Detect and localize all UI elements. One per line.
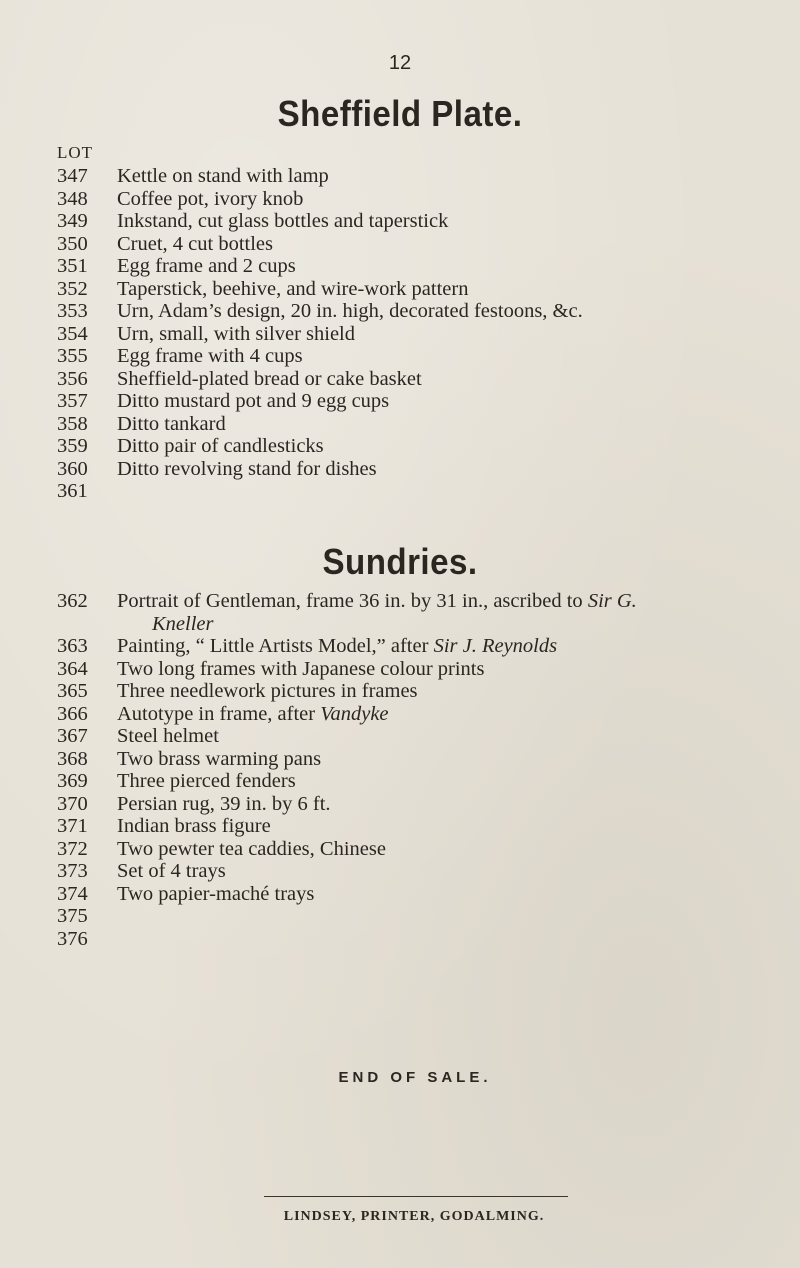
lot-description: Sheffield-plated bread or cake basket — [117, 367, 422, 390]
list-item — [0, 368, 800, 391]
lot-number: 361 — [57, 480, 88, 502]
lot-description: Egg frame and 2 cups — [117, 255, 296, 277]
lot-description: Two pewter tea caddies, Chinese — [117, 837, 386, 860]
list-item — [0, 345, 800, 368]
lot-description: Ditto pair of candlesticks — [117, 435, 324, 457]
list-item — [0, 165, 800, 188]
lot-description: Taperstick, beehive, and wire-work pattern — [117, 277, 469, 300]
lot-description: Persian rug, 39 in. by 6 ft. — [117, 792, 331, 815]
lot-description: Ditto mustard pot and 9 egg cups — [117, 390, 390, 412]
page-number: 12 — [388, 52, 412, 74]
section-heading-sheffield-plate: Sheffield Plate. — [277, 93, 523, 134]
lot-number: 376 — [57, 927, 88, 950]
lot-number: 362 — [57, 590, 88, 612]
list-item — [0, 748, 800, 771]
lot-number: 373 — [57, 860, 88, 882]
lot-number: 349 — [57, 210, 88, 232]
list-item — [0, 233, 800, 256]
lot-description: Two papier-maché trays — [117, 882, 315, 905]
lot-description: Ditto revolving stand for dishes — [117, 457, 377, 480]
lot-description: Cruet, 4 cut bottles — [117, 232, 274, 255]
lot-description: Kettle on stand with lamp — [117, 165, 329, 187]
list-item — [0, 255, 800, 278]
end-of-sale-text: END OF SALE. — [338, 1069, 492, 1086]
lot-description: Coffee pot, ivory knob — [117, 187, 304, 210]
lot-number: 366 — [57, 702, 88, 725]
list-item — [0, 323, 800, 346]
lot-column-header: LOT — [57, 143, 94, 162]
list-item — [0, 838, 800, 861]
lot-number: 358 — [57, 412, 88, 435]
lot-number: 375 — [57, 905, 88, 927]
list-item — [0, 390, 800, 413]
artist-name: Sir J. Reynolds — [433, 635, 558, 657]
list-item — [0, 680, 800, 703]
lot-number: 355 — [57, 345, 88, 367]
lot-number: 372 — [57, 837, 88, 860]
lot-number: 352 — [57, 277, 88, 300]
lot-description: Egg frame with 4 cups — [117, 345, 303, 367]
lot-description: Two long frames with Japanese colour prints — [117, 657, 485, 680]
printer-imprint: LINDSEY, PRINTER, GODALMING. — [283, 1209, 545, 1224]
lot-number: 351 — [57, 255, 88, 277]
lot-description: Set of 4 trays — [117, 860, 226, 882]
lot-number: 365 — [57, 680, 88, 702]
list-item — [0, 590, 800, 635]
list-item — [0, 458, 800, 481]
list-item — [0, 210, 800, 233]
list-item — [0, 278, 800, 301]
lot-number: 374 — [57, 882, 88, 905]
lot-description: Ditto tankard — [117, 412, 226, 435]
lot-number: 347 — [57, 165, 88, 187]
list-item — [0, 435, 800, 458]
lot-number: 369 — [57, 770, 88, 792]
list-item — [0, 188, 800, 211]
list-item — [0, 860, 800, 883]
section-heading-sundries: Sundries. — [322, 541, 478, 582]
list-item — [0, 300, 800, 323]
lot-number: 370 — [57, 792, 88, 815]
list-item — [0, 413, 800, 436]
artist-name: Vandyke — [320, 702, 389, 725]
lot-description: Portrait of Gentleman, frame 36 in. by 31 in., ascribed to Sir G. — [117, 590, 637, 612]
lot-number: 350 — [57, 232, 88, 255]
list-item — [0, 905, 800, 928]
list-item — [0, 703, 800, 726]
list-item — [0, 635, 800, 658]
lot-number: 360 — [57, 457, 88, 480]
lot-number: 367 — [57, 725, 88, 747]
lot-description: Indian brass figure — [117, 815, 271, 837]
sheffield-plate-list — [0, 165, 800, 503]
lot-number: 353 — [57, 300, 88, 322]
list-item — [0, 883, 800, 906]
lot-number: 359 — [57, 435, 88, 457]
lot-number: 348 — [57, 187, 88, 210]
list-item — [0, 480, 800, 503]
footer-divider — [264, 1196, 568, 1197]
lot-description: Two brass warming pans — [117, 747, 322, 770]
lot-description: Steel helmet — [117, 725, 219, 747]
list-item — [0, 793, 800, 816]
artist-name: Sir G. — [587, 590, 637, 612]
lot-number: 357 — [57, 390, 88, 412]
lot-description-continuation: Kneller — [152, 612, 214, 635]
list-item — [0, 928, 800, 951]
lot-description: Painting, “ Little Artists Model,” after Sir J. Reynolds — [117, 635, 558, 657]
lot-description: Three pierced fenders — [117, 770, 296, 792]
lot-number: 371 — [57, 815, 88, 837]
list-item — [0, 725, 800, 748]
lot-description: Urn, small, with silver shield — [117, 322, 356, 345]
lot-number: 363 — [57, 635, 88, 657]
list-item — [0, 658, 800, 681]
lot-number: 354 — [57, 322, 88, 345]
list-item — [0, 815, 800, 838]
lot-description: Autotype in frame, after Vandyke — [117, 702, 389, 725]
lot-number: 364 — [57, 657, 88, 680]
lot-number: 368 — [57, 747, 88, 770]
lot-description: Three needlework pictures in frames — [117, 680, 418, 702]
list-item — [0, 770, 800, 793]
sundries-list — [0, 590, 800, 950]
lot-description: Inkstand, cut glass bottles and taperstick — [117, 210, 449, 232]
lot-description: Urn, Adam’s design, 20 in. high, decorated festoons, &c. — [117, 300, 583, 322]
lot-number: 356 — [57, 367, 88, 390]
